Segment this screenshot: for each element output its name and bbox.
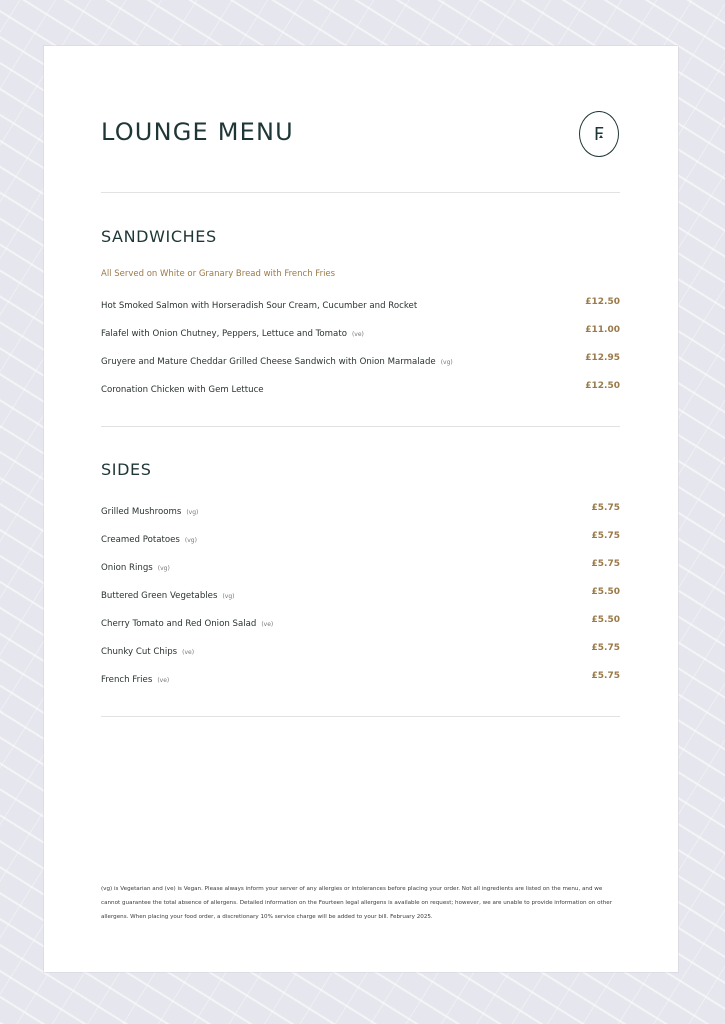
logo-letter: F bbox=[593, 123, 605, 145]
allergen-footnote: (vg) is Vegetarian and (ve) is Vegan. Please always inform your server of any allergies or intolerances before placing your order. Not all ingredients are listed on the menu, and we cannot guarantee the total absence of allergens. Detailed information on the Fourteen legal allergens is available on request; however, we are unable to provide information on other allergens. When placing your food order, a discretionary 10% service charge will be added to your bill. February 2025. bbox=[101, 886, 612, 920]
dietary-tag: (ve) bbox=[157, 676, 170, 684]
dietary-tag: (ve) bbox=[261, 620, 274, 628]
menu-item bbox=[101, 316, 620, 344]
divider bbox=[101, 716, 620, 717]
sandwiches-subtitle: All Served on White or Granary Bread with French Fries bbox=[101, 269, 336, 279]
dietary-tag: (ve) bbox=[351, 330, 364, 338]
item-price: £5.50 bbox=[591, 615, 620, 625]
item-name: Buttered Green Vegetables bbox=[101, 590, 218, 601]
item-price: £5.75 bbox=[591, 503, 620, 513]
menu-item bbox=[101, 550, 620, 578]
menu-title: LOUNGE MENU bbox=[101, 118, 294, 146]
item-name: Cherry Tomato and Red Onion Salad bbox=[101, 618, 257, 629]
item-price: £5.75 bbox=[591, 559, 620, 569]
divider bbox=[101, 426, 620, 427]
menu-item bbox=[101, 344, 620, 372]
section-title-sides: SIDES bbox=[101, 460, 152, 479]
menu-item bbox=[101, 288, 620, 316]
item-price: £12.50 bbox=[585, 381, 620, 391]
item-price: £12.95 bbox=[585, 353, 620, 363]
item-price: £11.00 bbox=[585, 325, 620, 335]
item-price: £5.75 bbox=[591, 531, 620, 541]
item-name: Gruyere and Mature Cheddar Grilled Cheese Sandwich with Onion Marmalade bbox=[101, 356, 436, 367]
item-name: Chunky Cut Chips bbox=[101, 646, 178, 657]
item-name: Grilled Mushrooms bbox=[101, 506, 182, 517]
sandwich-list bbox=[101, 288, 620, 400]
sides-list bbox=[101, 494, 620, 690]
menu-item bbox=[101, 634, 620, 662]
dietary-tag: (vg) bbox=[186, 508, 199, 516]
section-title-sandwiches: SANDWICHES bbox=[101, 227, 217, 246]
item-name: Hot Smoked Salmon with Horseradish Sour Cream, Cucumber and Rocket bbox=[101, 300, 418, 311]
logo-peak-icon bbox=[599, 135, 603, 138]
dietary-tag: (vg) bbox=[157, 564, 170, 572]
item-name: Onion Rings bbox=[101, 562, 153, 573]
menu-item bbox=[101, 662, 620, 690]
logo-icon bbox=[579, 111, 619, 157]
item-price: £5.75 bbox=[591, 643, 620, 653]
item-name: French Fries bbox=[101, 674, 153, 685]
item-price: £5.75 bbox=[591, 671, 620, 681]
item-name: Creamed Potatoes bbox=[101, 534, 180, 545]
item-name: Coronation Chicken with Gem Lettuce bbox=[101, 384, 264, 395]
menu-item bbox=[101, 578, 620, 606]
dietary-tag: (ve) bbox=[182, 648, 195, 656]
divider bbox=[101, 192, 620, 193]
dietary-tag: (vg) bbox=[184, 536, 197, 544]
menu-item bbox=[101, 522, 620, 550]
item-name: Falafel with Onion Chutney, Peppers, Lettuce and Tomato bbox=[101, 328, 347, 339]
dietary-tag: (vg) bbox=[440, 358, 453, 366]
item-price: £12.50 bbox=[585, 297, 620, 307]
menu-item bbox=[101, 606, 620, 634]
menu-item bbox=[101, 494, 620, 522]
dietary-tag: (vg) bbox=[222, 592, 235, 600]
menu-item bbox=[101, 372, 620, 400]
item-price: £5.50 bbox=[591, 587, 620, 597]
menu-sheet bbox=[44, 46, 678, 972]
